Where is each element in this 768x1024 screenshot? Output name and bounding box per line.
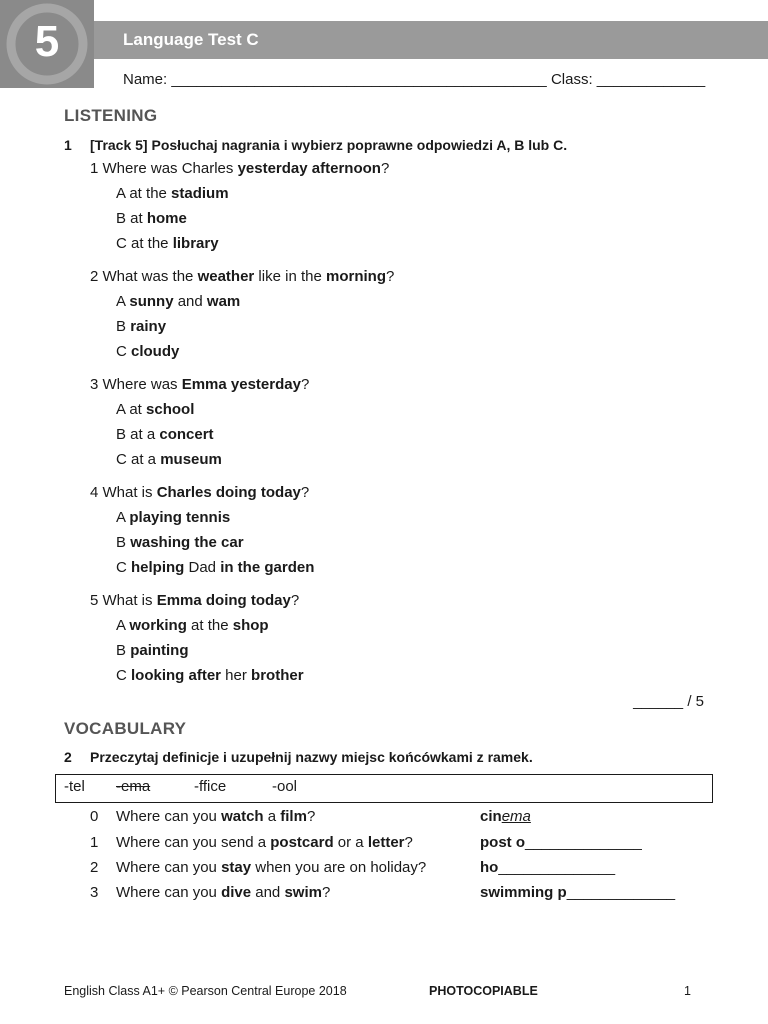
name-label: Name: xyxy=(123,71,168,88)
text-segment: or a xyxy=(333,834,368,851)
text-segment: museum xyxy=(160,451,222,468)
item-answer-field[interactable] xyxy=(480,834,642,851)
text-segment: post o xyxy=(480,834,525,851)
text-segment: 3 Where was xyxy=(90,376,182,393)
text-segment: ? xyxy=(321,884,331,901)
question-3-option-b[interactable] xyxy=(116,426,214,443)
question-2-option-a[interactable] xyxy=(116,293,240,310)
text-segment: _____________ xyxy=(566,884,676,901)
text-segment: ? xyxy=(380,160,390,177)
text-segment: school xyxy=(146,401,195,418)
text-segment: ? xyxy=(385,268,395,285)
question-1-option-a[interactable] xyxy=(116,185,229,202)
text-segment: cin xyxy=(480,808,502,825)
text-segment: A xyxy=(116,293,130,310)
text-segment: A at the xyxy=(116,185,172,202)
text-segment: C at the xyxy=(116,235,173,252)
item-number: 2 xyxy=(90,859,99,876)
instruction-text: [Track 5] Posłuchaj nagrania i wybierz poprawne odpowiedzi A, B lub C. xyxy=(90,137,568,153)
item-question xyxy=(116,884,330,901)
text-segment: home xyxy=(146,210,187,227)
text-segment: B xyxy=(116,534,131,551)
item-question xyxy=(116,834,413,851)
unit-badge xyxy=(0,0,94,88)
text-segment: Where can you send a xyxy=(116,834,271,851)
item-answer-field xyxy=(480,808,531,825)
text-segment: 1 Where was Charles xyxy=(90,160,238,177)
vocabulary-heading: VOCABULARY xyxy=(64,719,187,738)
footer-photocopiable: PHOTOCOPIABLE xyxy=(429,984,538,998)
vocabulary-item-3 xyxy=(90,884,710,906)
question-5 xyxy=(90,592,299,609)
text-segment: swim xyxy=(284,884,322,901)
text-segment: when you are on holiday? xyxy=(251,859,427,876)
name-field[interactable]: _____________________________________________ xyxy=(171,71,547,88)
word-ending: -ffice xyxy=(194,778,227,795)
question-5-option-a[interactable] xyxy=(116,617,269,634)
text-segment: stay xyxy=(221,859,252,876)
item-number: 0 xyxy=(90,808,99,825)
question-1 xyxy=(90,160,389,177)
exercise-2-instruction xyxy=(64,749,533,765)
text-segment: postcard xyxy=(270,834,334,851)
text-segment: Emma doing today xyxy=(156,592,291,609)
text-segment: rainy xyxy=(130,318,167,335)
question-2-option-b[interactable] xyxy=(116,318,166,335)
text-segment: and xyxy=(251,884,285,901)
text-segment: C xyxy=(116,343,131,360)
text-segment: Emma yesterday xyxy=(181,376,301,393)
text-segment: ema xyxy=(501,808,531,825)
text-segment: A xyxy=(116,617,130,634)
text-segment: playing tennis xyxy=(129,509,231,526)
text-segment: C at a xyxy=(116,451,161,468)
exercise-number: 1 xyxy=(64,137,72,153)
text-segment: 4 What is xyxy=(90,484,157,501)
vocabulary-item-2 xyxy=(90,859,710,881)
question-3-option-c[interactable] xyxy=(116,451,222,468)
text-segment: Where can you xyxy=(116,859,222,876)
text-segment: ? xyxy=(290,592,300,609)
question-3-option-a[interactable] xyxy=(116,401,194,418)
text-segment: morning xyxy=(325,268,386,285)
text-segment: B at xyxy=(116,210,147,227)
question-1-option-b[interactable] xyxy=(116,210,187,227)
text-segment: library xyxy=(172,235,219,252)
item-answer-field[interactable] xyxy=(480,859,615,876)
text-segment: looking after xyxy=(131,667,222,684)
name-class-row xyxy=(123,71,705,88)
text-segment: C xyxy=(116,559,131,576)
text-segment: A at xyxy=(116,401,147,418)
text-segment: a xyxy=(263,808,281,825)
text-segment: ? xyxy=(306,808,316,825)
word-endings-box xyxy=(55,774,713,803)
text-segment: Where can you xyxy=(116,808,222,825)
word-ending: -ool xyxy=(272,778,298,795)
class-label: Class: xyxy=(550,71,593,88)
text-segment: ho xyxy=(480,859,499,876)
text-segment: painting xyxy=(130,642,189,659)
text-segment: ______________ xyxy=(525,834,642,851)
text-segment: helping xyxy=(131,559,185,576)
question-2-option-c[interactable] xyxy=(116,343,179,360)
item-number: 3 xyxy=(90,884,99,901)
text-segment: ? xyxy=(404,834,413,851)
text-segment: stadium xyxy=(171,185,229,202)
question-4-option-c[interactable] xyxy=(116,559,314,576)
title-bar xyxy=(94,21,768,59)
item-number: 1 xyxy=(90,834,99,851)
question-2 xyxy=(90,268,394,285)
question-5-option-c[interactable] xyxy=(116,667,304,684)
question-4-option-a[interactable] xyxy=(116,509,230,526)
text-segment: A xyxy=(116,509,130,526)
text-segment: and xyxy=(173,293,207,310)
text-segment: wam xyxy=(206,293,241,310)
text-segment: letter xyxy=(367,834,405,851)
text-segment: sunny xyxy=(129,293,174,310)
text-segment: cloudy xyxy=(131,343,180,360)
text-segment: yesterday afternoon xyxy=(237,160,381,177)
instruction-text: Przeczytaj definicje i uzupełnij nazwy miejsc końcówkami z ramek. xyxy=(90,749,533,765)
vocabulary-item-1 xyxy=(90,834,710,856)
text-segment: at the xyxy=(186,617,233,634)
text-segment: dive xyxy=(221,884,252,901)
page-number: 1 xyxy=(684,984,691,998)
question-3 xyxy=(90,376,309,393)
text-segment: B xyxy=(116,318,131,335)
footer-credit: English Class A1+ © Pearson Central Europe 2018 xyxy=(64,984,347,998)
text-segment: B xyxy=(116,642,131,659)
text-segment: 2 What was the xyxy=(90,268,198,285)
text-segment: Dad xyxy=(184,559,221,576)
text-segment: watch xyxy=(221,808,264,825)
text-segment: ______________ xyxy=(498,859,616,876)
text-segment: washing the car xyxy=(130,534,244,551)
text-segment: B at a xyxy=(116,426,160,443)
text-segment: Charles doing today xyxy=(156,484,301,501)
text-segment: ? xyxy=(300,376,310,393)
vocabulary-item-0 xyxy=(90,808,710,830)
text-segment: weather xyxy=(197,268,255,285)
question-4-option-b[interactable] xyxy=(116,534,244,551)
class-field[interactable]: _____________ xyxy=(596,71,706,88)
exercise-number: 2 xyxy=(64,749,72,765)
text-segment: like in the xyxy=(254,268,326,285)
question-1-option-c[interactable] xyxy=(116,235,219,252)
text-segment: ? xyxy=(300,484,310,501)
text-segment: C xyxy=(116,667,131,684)
text-segment: concert xyxy=(159,426,214,443)
question-5-option-b[interactable] xyxy=(116,642,189,659)
text-segment: film xyxy=(280,808,307,825)
test-title: Language Test C xyxy=(123,30,259,49)
text-segment: in the garden xyxy=(220,559,315,576)
listening-score[interactable]: ______ / 5 xyxy=(633,693,704,710)
word-ending: -tel xyxy=(64,778,85,795)
unit-number: 5 xyxy=(34,17,60,66)
text-segment: 5 What is xyxy=(90,592,157,609)
item-question xyxy=(116,808,315,825)
item-answer-field[interactable] xyxy=(480,884,675,901)
text-segment: swimming p xyxy=(480,884,567,901)
question-4 xyxy=(90,484,309,501)
exercise-1-instruction xyxy=(64,137,567,153)
text-segment: shop xyxy=(232,617,269,634)
word-ending: -ema xyxy=(116,778,151,795)
text-segment: her xyxy=(221,667,252,684)
item-question xyxy=(116,859,426,876)
listening-heading: LISTENING xyxy=(64,106,158,125)
text-segment: Where can you xyxy=(116,884,222,901)
text-segment: brother xyxy=(251,667,304,684)
text-segment: working xyxy=(129,617,187,634)
